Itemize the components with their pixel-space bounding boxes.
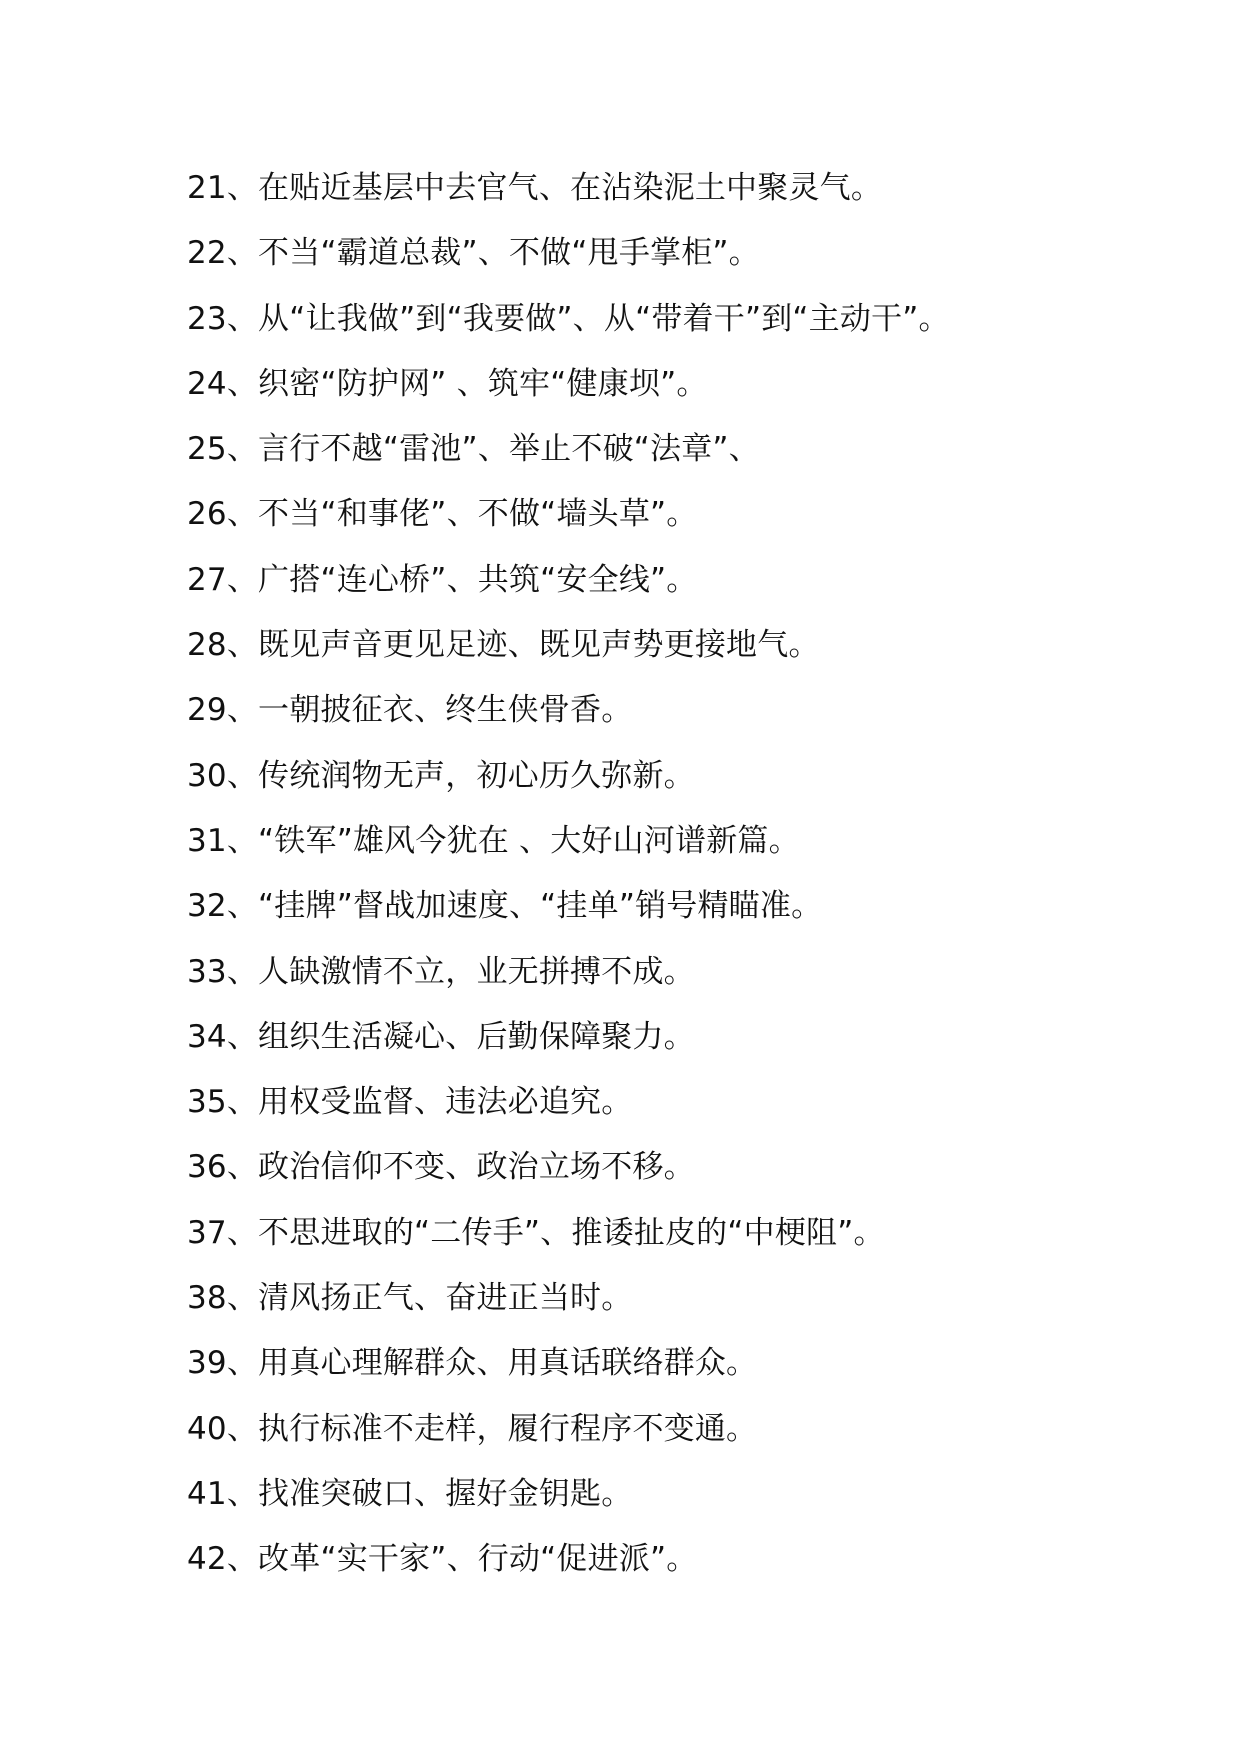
list-item: 24、织密“防护网” 、筑牢“健康坝”。 <box>187 365 708 402</box>
slogan-list <box>187 168 1167 1605</box>
list-item: 31、“铁军”雄风今犹在 、大好山河谱新篇。 <box>187 822 800 859</box>
list-item: 29、一朝披征衣、终生侠骨香。 <box>187 692 633 729</box>
list-item: 23、从“让我做”到“我要做”、从“带着干”到“主动干”。 <box>187 300 950 337</box>
list-item: 33、人缺激情不立，业无拼搏不成。 <box>187 953 695 990</box>
list-item: 27、广搭“连心桥”、共筑“安全线”。 <box>187 561 698 598</box>
list-item: 39、用真心理解群众、用真话联络群众。 <box>187 1345 758 1382</box>
list-item: 37、不思进取的“二传手”、推诿扯皮的“中梗阻”。 <box>187 1214 885 1251</box>
list-item: 36、政治信仰不变、政治立场不移。 <box>187 1149 695 1186</box>
list-item: 35、用权受监督、违法必追究。 <box>187 1084 633 1121</box>
list-item: 25、言行不越“雷池”、举止不破“法章”、 <box>187 431 760 468</box>
list-item: 28、既见声音更见足迹、既见声势更接地气。 <box>187 627 820 664</box>
list-item: 34、组织生活凝心、后勤保障聚力。 <box>187 1018 695 1055</box>
list-item: 42、改革“实干家”、行动“促进派”。 <box>187 1541 698 1578</box>
list-item: 38、清风扬正气、奋进正当时。 <box>187 1280 633 1317</box>
list-item: 32、“挂牌”督战加速度、“挂单”销号精瞄准。 <box>187 888 823 925</box>
list-item: 30、传统润物无声，初心历久弥新。 <box>187 757 695 794</box>
list-item: 21、在贴近基层中去官气、在沾染泥土中聚灵气。 <box>187 170 883 206</box>
list-item: 22、不当“霸道总裁”、不做“甩手掌柜”。 <box>187 235 760 272</box>
list-item: 26、不当“和事佬”、不做“墙头草”。 <box>187 496 698 533</box>
list-item: 41、找准突破口、握好金钥匙。 <box>187 1475 633 1512</box>
list-item: 40、执行标准不走样，履行程序不变通。 <box>187 1410 758 1447</box>
